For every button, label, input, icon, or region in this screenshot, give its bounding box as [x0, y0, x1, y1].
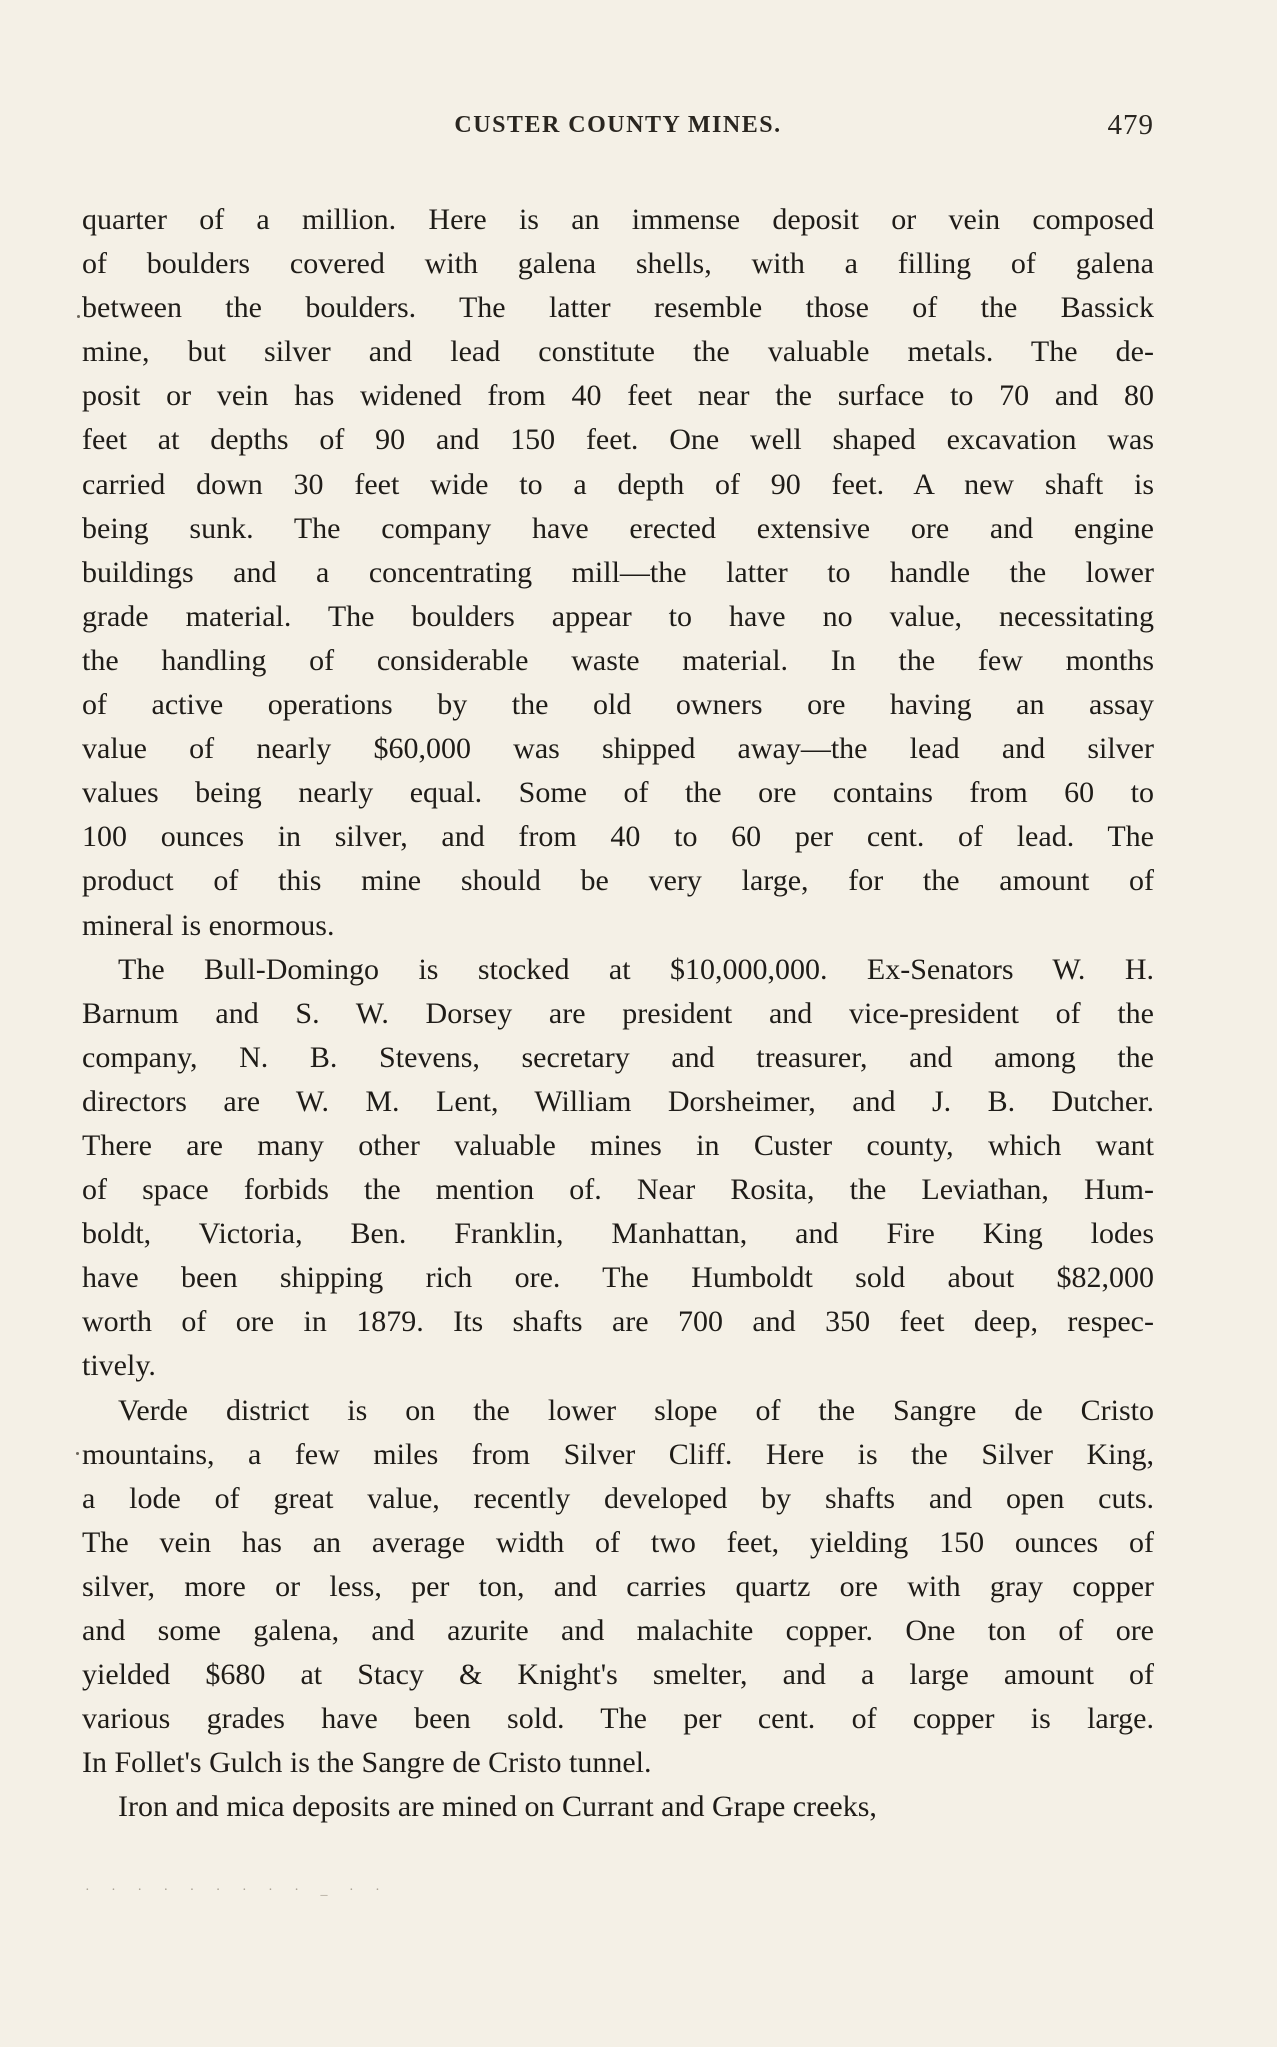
text-line: The vein has an average width of two feet, yielding 150 ounces of: [82, 1525, 1154, 1559]
text-line: boldt, Victoria, Ben. Franklin, Manhattan, and Fire King lodes: [82, 1217, 1154, 1251]
text-line: between the boulders. The latter resemble those of the Bassick: [82, 291, 1154, 325]
text-line: company, N. B. Stevens, secretary and treasurer, and among the: [82, 1040, 1154, 1074]
running-title: CUSTER COUNTY MINES.: [454, 112, 782, 138]
foot-smudge-marks: · · · · · · · · · _ · ·: [85, 1883, 389, 1897]
text-line: In Follet's Gulch is the Sangre de Cristo tunnel.: [82, 1746, 652, 1780]
text-line: worth of ore in 1879. Its shafts are 700 and 350 feet deep, respec-: [82, 1305, 1154, 1339]
text-line: posit or vein has widened from 40 feet near the surface to 70 and 80: [82, 379, 1154, 413]
text-line: values being nearly equal. Some of the ore contains from 60 to: [82, 776, 1154, 810]
text-line: mineral is enormous.: [82, 908, 335, 942]
text-line: of active operations by the old owners ore having an assay: [82, 688, 1154, 722]
text-line: of boulders covered with galena shells, with a filling of galena: [82, 247, 1154, 281]
text-line: Verde district is on the lower slope of the Sangre de Cristo: [118, 1393, 1154, 1427]
text-line: and some galena, and azurite and malachite copper. One ton of ore: [82, 1614, 1154, 1647]
text-line: The Bull-Domingo is stocked at $10,000,000. Ex-Senators W. H.: [118, 952, 1154, 986]
margin-speck: [76, 1452, 79, 1455]
text-line: of space forbids the mention of. Near Rosita, the Leviathan, Hum-: [82, 1173, 1154, 1207]
running-head: [82, 109, 1154, 152]
text-line: directors are W. M. Lent, William Dorsheimer, and J. B. Dutcher.: [82, 1084, 1154, 1118]
body-text: [82, 198, 1154, 1829]
paragraph: [82, 1389, 1154, 1786]
text-line: value of nearly $60,000 was shipped away—the lead and silver: [82, 732, 1154, 766]
text-line: buildings and a concentrating mill—the latter to handle the lower: [82, 555, 1154, 589]
text-line: product of this mine should be very large, for the amount of: [82, 864, 1154, 898]
text-line: have been shipping rich ore. The Humboldt sold about $82,000: [82, 1261, 1154, 1295]
text-line: Iron and mica deposits are mined on Currant and Grape creeks,: [118, 1790, 877, 1824]
text-line: mountains, a few miles from Silver Cliff. Here is the Silver King,: [82, 1437, 1154, 1471]
text-line: There are many other valuable mines in Custer county, which want: [82, 1128, 1154, 1162]
paragraph: [82, 198, 1154, 948]
text-line: the handling of considerable waste material. In the few months: [82, 643, 1154, 677]
text-line: carried down 30 feet wide to a depth of 90 feet. A new shaft is: [82, 467, 1154, 501]
paragraph: [82, 948, 1154, 1389]
page-number: 479: [1107, 109, 1154, 141]
text-line: a lode of great value, recently developed by shafts and open cuts.: [82, 1481, 1154, 1515]
text-line: silver, more or less, per ton, and carries quartz ore with gray copper: [82, 1569, 1154, 1603]
paragraph: [82, 1785, 1154, 1829]
text-line: feet at depths of 90 and 150 feet. One well shaped excavation was: [82, 423, 1154, 457]
margin-speck: [77, 315, 80, 318]
text-line: tively.: [82, 1349, 156, 1383]
text-line: grade material. The boulders appear to have no value, necessitating: [82, 599, 1154, 633]
text-line: 100 ounces in silver, and from 40 to 60 per cent. of lead. The: [82, 820, 1154, 854]
text-line: yielded $680 at Stacy & Knight's smelter, and a large amount of: [82, 1658, 1154, 1692]
text-line: being sunk. The company have erected extensive ore and engine: [82, 511, 1154, 545]
text-line: Barnum and S. W. Dorsey are president and vice-president of the: [82, 996, 1154, 1030]
text-line: quarter of a million. Here is an immense deposit or vein composed: [82, 203, 1154, 236]
text-line: mine, but silver and lead constitute the valuable metals. The de-: [82, 335, 1154, 369]
text-line: various grades have been sold. The per cent. of copper is large.: [82, 1702, 1154, 1736]
